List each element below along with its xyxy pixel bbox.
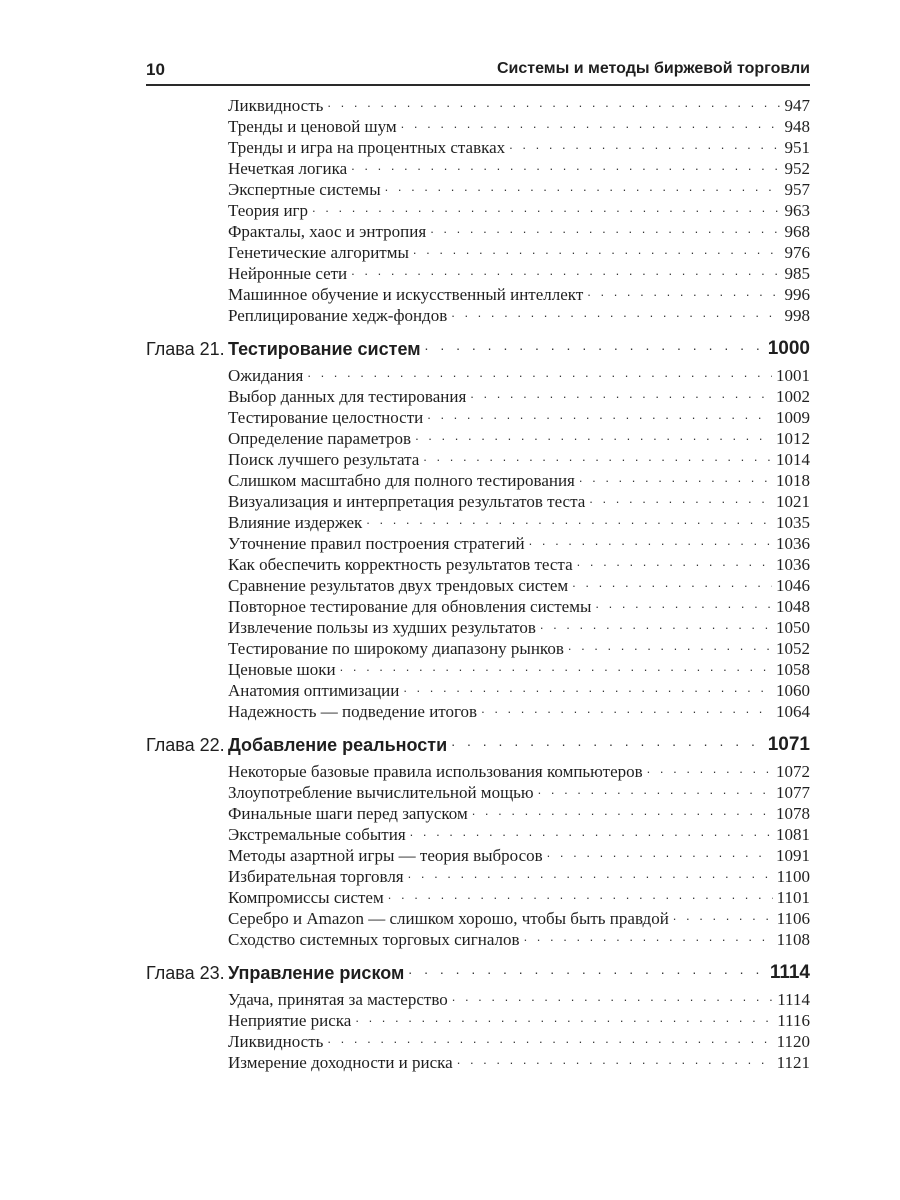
entry-title: Некоторые базовые правила использования компьютеров — [228, 761, 647, 782]
entry-title: Экспертные системы — [228, 179, 385, 200]
entry-title: Анатомия оптимизации — [228, 680, 403, 701]
page-header — [146, 54, 810, 86]
leader-dots — [481, 698, 772, 722]
entry-title: Ценовые шоки — [228, 659, 340, 680]
running-title: Системы и методы биржевой торговли — [496, 60, 810, 77]
chapter-page: 1114 — [766, 959, 810, 987]
entry-page: 1116 — [773, 1010, 810, 1031]
leader-dots — [425, 331, 764, 363]
chapter-page: 1000 — [764, 335, 810, 363]
leader-dots — [451, 302, 780, 326]
chapter-heading — [146, 957, 810, 987]
entry-title: Реплицирование хедж-фондов — [228, 305, 451, 326]
continued-section-list — [146, 95, 810, 326]
entry-title: Серебро и Amazon — слишком хорошо, чтобы быть правдой — [228, 908, 673, 929]
entry-page: 1060 — [772, 680, 810, 701]
toc-entry — [228, 701, 810, 722]
entry-page: 951 — [781, 137, 811, 158]
entry-title: Компромиссы систем — [228, 887, 388, 908]
entry-page: 1050 — [772, 617, 810, 638]
entry-page: 963 — [781, 200, 811, 221]
entry-title: Повторное тестирование для обновления системы — [228, 596, 595, 617]
entry-page: 1081 — [772, 824, 810, 845]
entry-page: 1058 — [772, 659, 810, 680]
entry-page: 1035 — [772, 512, 810, 533]
entry-page: 1014 — [772, 449, 810, 470]
leader-dots — [524, 926, 773, 950]
entry-title: Влияние издержек — [228, 512, 366, 533]
entry-page: 1078 — [772, 803, 810, 824]
leader-dots — [451, 727, 764, 759]
entry-title: Тренды и ценовой шум — [228, 116, 401, 137]
entry-page: 1120 — [773, 1031, 810, 1052]
chapter-label: Глава 22. — [146, 735, 225, 755]
entry-title: Тестирование по широкому диапазону рынков — [228, 638, 568, 659]
entry-title: Выбор данных для тестирования — [228, 386, 470, 407]
entry-page: 1100 — [773, 866, 810, 887]
page-number: 10 — [146, 60, 165, 79]
toc-entry — [228, 305, 810, 326]
entry-page: 947 — [781, 95, 811, 116]
entry-title: Измерение доходности и риска — [228, 1052, 457, 1073]
entry-title: Методы азартной игры — теория выбросов — [228, 845, 547, 866]
entry-page: 968 — [781, 221, 811, 242]
entry-page: 1001 — [772, 365, 810, 386]
entry-page: 952 — [781, 158, 811, 179]
entry-title: Тренды и игра на процентных ставках — [228, 137, 509, 158]
chapter-label: Глава 21. — [146, 339, 225, 359]
table-of-contents — [146, 95, 810, 1075]
entry-page: 1048 — [772, 596, 810, 617]
entry-page: 1046 — [772, 575, 810, 596]
entry-page: 957 — [781, 179, 811, 200]
entry-page: 1091 — [772, 845, 810, 866]
chapter-page: 1071 — [764, 731, 810, 759]
entry-page: 985 — [781, 263, 811, 284]
entry-page: 1052 — [772, 638, 810, 659]
entry-title: Уточнение правил построения стратегий — [228, 533, 529, 554]
entry-title: Нейронные сети — [228, 263, 351, 284]
entry-title: Ожидания — [228, 365, 307, 386]
entry-page: 1009 — [772, 407, 810, 428]
entry-page: 1108 — [773, 929, 810, 950]
leader-dots — [408, 955, 766, 987]
entry-page: 1012 — [772, 428, 810, 449]
entry-page: 1121 — [773, 1052, 810, 1073]
chapter-title: Тестирование систем — [228, 335, 425, 363]
entry-page: 1101 — [773, 887, 810, 908]
entry-page: 1114 — [773, 989, 810, 1010]
entry-title: Избирательная торговля — [228, 866, 408, 887]
entry-title: Как обеспечить корректность результатов теста — [228, 554, 577, 575]
entry-page: 1018 — [772, 470, 810, 491]
entry-page: 1002 — [772, 386, 810, 407]
entry-title: Сходство системных торговых сигналов — [228, 929, 524, 950]
entry-page: 998 — [781, 305, 811, 326]
entry-page: 976 — [781, 242, 811, 263]
chapter-label: Глава 23. — [146, 963, 225, 983]
entry-title: Извлечение пользы из худших результатов — [228, 617, 540, 638]
entry-page: 1072 — [772, 761, 810, 782]
entry-title: Генетические алгоритмы — [228, 242, 413, 263]
entry-page: 1036 — [772, 554, 810, 575]
chapter-title: Управление риском — [228, 959, 408, 987]
chapter-22-section — [146, 729, 810, 950]
leader-dots — [457, 1049, 773, 1073]
entry-title: Сравнение результатов двух трендовых систем — [228, 575, 572, 596]
entry-page: 948 — [781, 116, 811, 137]
toc-entry — [228, 1052, 810, 1073]
entry-title: Визуализация и интерпретация результатов теста — [228, 491, 589, 512]
entry-title: Удача, принятая за мастерство — [228, 989, 452, 1010]
entry-page: 1064 — [772, 701, 810, 722]
entry-page: 1077 — [772, 782, 810, 803]
entry-title: Слишком масштабно для полного тестирования — [228, 470, 579, 491]
entry-title: Злоупотребление вычислительной мощью — [228, 782, 538, 803]
chapter-heading — [146, 729, 810, 759]
entry-page: 1021 — [772, 491, 810, 512]
chapter-21-section — [146, 333, 810, 722]
entry-title: Надежность — подведение итогов — [228, 701, 481, 722]
entry-title: Фракталы, хаос и энтропия — [228, 221, 430, 242]
entry-page: 1036 — [772, 533, 810, 554]
entry-title: Экстремальные события — [228, 824, 410, 845]
chapter-23-section — [146, 957, 810, 1073]
entry-title: Ликвидность — [228, 1031, 327, 1052]
toc-entry — [228, 929, 810, 950]
entry-title: Определение параметров — [228, 428, 415, 449]
entry-title: Неприятие риска — [228, 1010, 355, 1031]
entry-page: 996 — [781, 284, 811, 305]
entry-title: Ликвидность — [228, 95, 327, 116]
entry-title: Финальные шаги перед запуском — [228, 803, 472, 824]
chapter-heading — [146, 333, 810, 363]
entry-title: Поиск лучшего результата — [228, 449, 423, 470]
entry-title: Теория игр — [228, 200, 312, 221]
entry-title: Тестирование целостности — [228, 407, 427, 428]
entry-page: 1106 — [773, 908, 810, 929]
entry-title: Нечеткая логика — [228, 158, 351, 179]
entry-title: Машинное обучение и искусственный интеллект — [228, 284, 587, 305]
chapter-title: Добавление реальности — [228, 731, 451, 759]
